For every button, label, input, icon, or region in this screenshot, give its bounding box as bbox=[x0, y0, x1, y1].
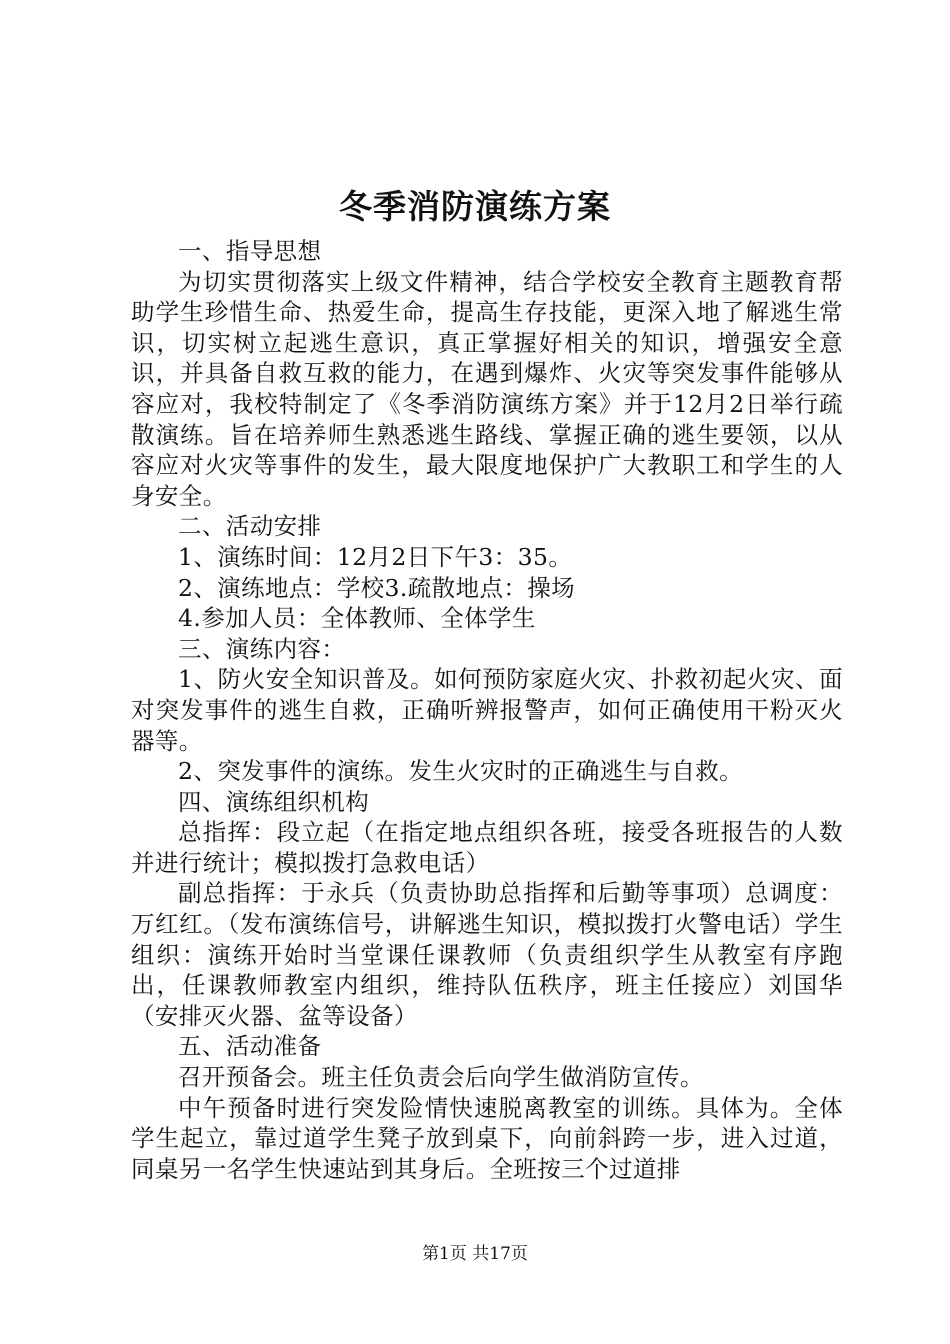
paragraph-emergency-drill: 2、突发事件的演练。发生火灾时的正确逃生与自救。 bbox=[178, 757, 744, 786]
heading-drill-content: 三、演练内容： bbox=[178, 634, 346, 663]
heading-guiding-ideology: 一、指导思想 bbox=[178, 237, 322, 265]
paragraph-noon-training: 中午预备时进行突发险情快速脱离教室的训练。具体为。全体学生起立，靠过道学生凳子放到桌下，向前斜跨一步，进入过道，同桌另一名学生快速站到其身后。全班按三个过道排 bbox=[131, 1093, 843, 1183]
heading-preparation: 五、活动准备 bbox=[178, 1032, 322, 1061]
document-body bbox=[131, 236, 843, 1184]
paragraph-deputy-commander: 副总指挥：于永兵（负责协助总指挥和后勤等事项）总调度：万红红。（发布演练信号，讲解逃生知识，模拟拨打火警电话）学生组织：演练开始时当堂课任课教师（负责组织学生从教室有序跑出，任课教师教室内组织，维持队伍秩序，班主任接应）刘国华（安排灭火器、盆等设备） bbox=[131, 879, 843, 1030]
paragraph-fire-safety-knowledge: 1、防火安全知识普及。如何预防家庭火灾、扑救初起火灾、面对突发事件的逃生自救，正确听辨报警声，如何正确使用干粉灭火器等。 bbox=[131, 665, 843, 755]
paragraph-participants: 4.参加人员：全体教师、全体学生 bbox=[178, 604, 536, 633]
heading-activity-arrangement: 二、活动安排 bbox=[178, 512, 322, 541]
paragraph-meeting: 召开预备会。班主任负责会后向学生做消防宣传。 bbox=[178, 1063, 704, 1092]
paragraph-purpose: 为切实贯彻落实上级文件精神，结合学校安全教育主题教育帮助学生珍惜生命、热爱生命，提高生存技能，更深入地了解逃生常识，切实树立起逃生意识，真正掌握好相关的知识，增强安全意识，并具备自救互救的能力，在遇到爆炸、火灾等突发事件能够从容应对，我校特制定了《冬季消防演练方案》并于12月2日举行疏散演练。旨在培养师生熟悉逃生路线、掌握正确的逃生要领，以从容应对火灾等事件的发生，最大限度地保护广大教职工和学生的人身安全。 bbox=[131, 267, 843, 510]
document-title: 冬季消防演练方案 bbox=[339, 187, 611, 226]
paragraph-commander: 总指挥：段立起（在指定地点组织各班，接受各班报告的人数并进行统计；模拟拨打急救电话） bbox=[131, 818, 843, 877]
page-number: 第1页 共17页 bbox=[422, 1244, 528, 1264]
paragraph-drill-location: 2、演练地点：学校3.疏散地点：操场 bbox=[178, 573, 576, 602]
heading-organization: 四、演练组织机构 bbox=[178, 787, 370, 816]
paragraph-drill-time: 1、演练时间：12月2日下午3：35。 bbox=[178, 542, 573, 571]
